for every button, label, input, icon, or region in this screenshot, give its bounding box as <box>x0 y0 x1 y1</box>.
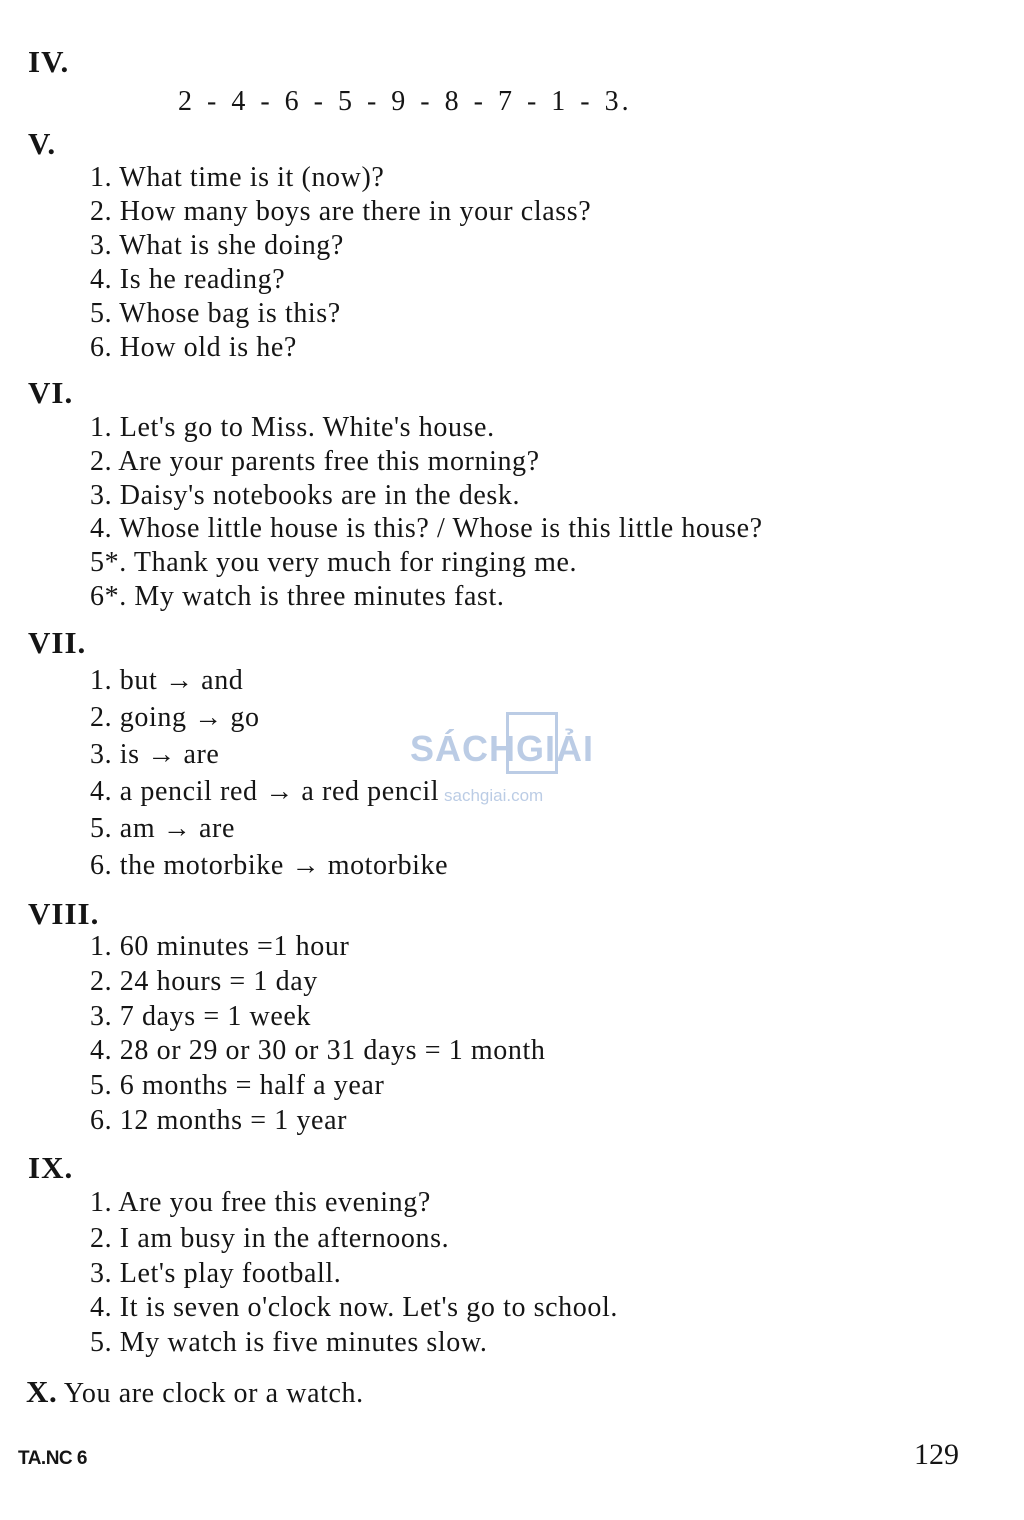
section-x-text: You are clock or a watch. <box>63 1378 364 1409</box>
section-viii-item: 1. 60 minutes =1 hour <box>90 931 350 962</box>
section-v-item: 6. How old is he? <box>90 332 297 363</box>
section-v-item: 4. Is he reading? <box>90 264 286 295</box>
section-v-heading: V. <box>28 126 57 161</box>
section-viii-item: 5. 6 months = half a year <box>90 1070 385 1101</box>
book-code: TA.NC 6 <box>18 1448 87 1469</box>
section-iv-sequence: 2 - 4 - 6 - 5 - 9 - 8 - 7 - 1 - 3. <box>178 86 632 117</box>
section-viii-item: 3. 7 days = 1 week <box>90 1001 311 1032</box>
section-vi-heading: VI. <box>28 375 74 410</box>
section-vii-item: 1. but → and <box>90 665 244 696</box>
section-viii-heading: VIII. <box>28 896 100 931</box>
section-iv-heading: IV. <box>28 44 70 79</box>
section-viii-item: 6. 12 months = 1 year <box>90 1105 348 1136</box>
section-v-item: 5. Whose bag is this? <box>90 298 341 329</box>
watermark-brand: SÁCHGIẢI <box>410 728 595 769</box>
section-vii-heading: VII. <box>28 625 87 660</box>
section-ix-item: 5. My watch is five minutes slow. <box>90 1327 488 1358</box>
section-viii-item: 4. 28 or 29 or 30 or 31 days = 1 month <box>90 1035 546 1066</box>
page-number: 129 <box>914 1438 959 1471</box>
section-x-heading: X. <box>26 1374 58 1409</box>
section-vi-item: 6*. My watch is three minutes fast. <box>90 581 505 612</box>
section-ix-heading: IX. <box>28 1150 74 1185</box>
section-vi-item: 5*. Thank you very much for ringing me. <box>90 547 578 578</box>
section-vi-item: 1. Let's go to Miss. White's house. <box>90 412 495 443</box>
section-v-item: 2. How many boys are there in your class? <box>90 196 592 227</box>
section-vii-item: 6. the motorbike → motorbike <box>90 850 449 881</box>
section-vi-item: 2. Are your parents free this morning? <box>90 446 540 477</box>
section-v-item: 1. What time is it (now)? <box>90 162 385 193</box>
section-x <box>26 1374 364 1410</box>
section-vii-item: 5. am → are <box>90 813 235 844</box>
section-vii-item: 3. is → are <box>90 739 220 770</box>
section-vii-item: 4. a pencil red → a red pencil <box>90 776 440 807</box>
section-viii-item: 2. 24 hours = 1 day <box>90 966 318 997</box>
section-ix-item: 2. I am busy in the afternoons. <box>90 1223 450 1254</box>
section-ix-item: 3. Let's play football. <box>90 1258 342 1289</box>
section-vi-item: 4. Whose little house is this? / Whose is this little house? <box>90 513 763 544</box>
section-vii-item: 2. going → go <box>90 702 260 733</box>
section-ix-item: 1. Are you free this evening? <box>90 1187 431 1218</box>
section-v-item: 3. What is she doing? <box>90 230 344 261</box>
watermark-logo <box>410 712 620 812</box>
section-ix-item: 4. It is seven o'clock now. Let's go to school. <box>90 1292 618 1323</box>
section-vi-item: 3. Daisy's notebooks are in the desk. <box>90 480 521 511</box>
watermark-url: sachgiai.com <box>444 786 544 805</box>
